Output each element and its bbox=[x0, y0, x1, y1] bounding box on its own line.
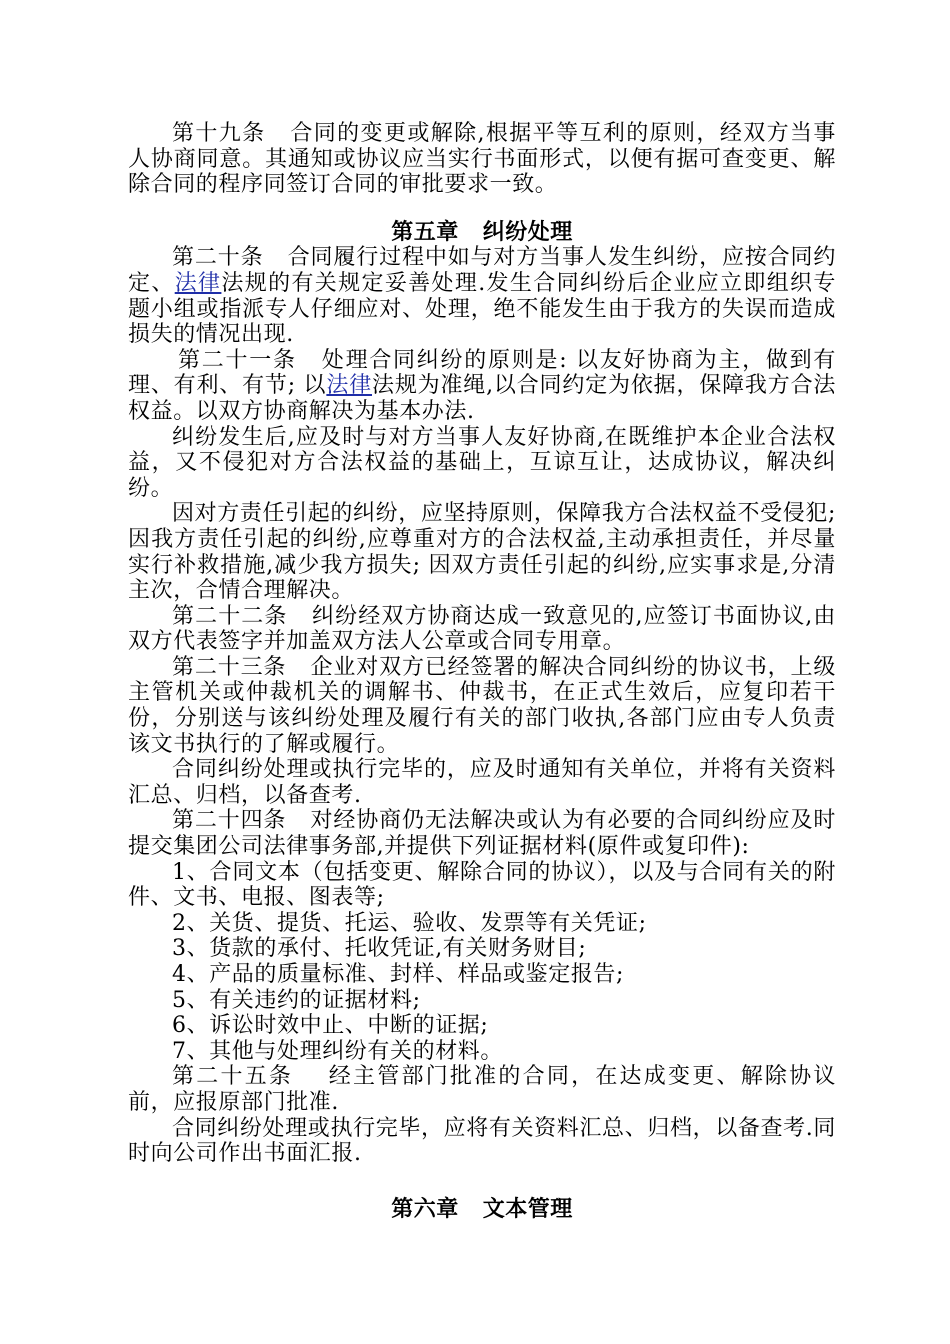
article-20-label: 第二十条 bbox=[172, 245, 264, 271]
archive-paragraph-2: 合同纠纷处理或执行完毕，应将有关资料汇总、归档，以备查考.同时向公司作出书面汇报. bbox=[128, 1115, 836, 1167]
article-22 bbox=[128, 604, 836, 655]
chapter-6-subtitle: 文本管理 bbox=[482, 1195, 573, 1222]
evidence-item-4: 4、产品的质量标准、封样、样品或鉴定报告; bbox=[172, 962, 625, 987]
evidence-item-5: 5、有关违约的证据材料; bbox=[172, 987, 421, 1013]
article-20 bbox=[128, 245, 836, 347]
dispute-negotiation-paragraph: 纠纷发生后,应及时与对方当事人友好协商,在既维护本企业合法权益，又不侵犯对方合法权益的基础上，互谅互让，达成协议，解决纠纷。 bbox=[128, 424, 836, 501]
article-19-text: 合同的变更或解除,根据平等互利的原则，经双方当事人协商同意。其通知或协议应当实行书面形式，以便有据可查变更、解除合同的程序同签订合同的审批要求一致。 bbox=[128, 121, 836, 198]
evidence-item-7: 7、其他与处理纠纷有关的材料。 bbox=[172, 1038, 503, 1064]
evidence-item-6: 6、诉讼时效中止、中断的证据; bbox=[172, 1013, 489, 1039]
article-25-label: 第二十五条 bbox=[172, 1064, 294, 1090]
article-20-text-after-link: 法规的有关规定妥善处理.发生合同纠纷后企业应立即组织专题小组或指派专人仔细应对、处理，绝不能发生由于我方的失误而造成损失的情况出现. bbox=[128, 270, 837, 348]
article-24-text: 对经协商仍无法解决或认为有必要的合同纠纷应及时提交集团公司法律事务部,并提供下列证据材料(原件或复印件): bbox=[128, 808, 836, 860]
article-21 bbox=[128, 348, 836, 425]
dispute-responsibility-paragraph: 因对方责任引起的纠纷，应坚持原则，保障我方合法权益不受侵犯; 因我方责任引起的纠纷,应尊重对方的合法权益,主动承担责任，并尽量实行补救措施,减少我方损失; 因双方责任引起的纠纷,应实事求是,分清主次，合情合理解决。 bbox=[128, 501, 836, 604]
article-22-text: 纠纷经双方协商达成一致意见的,应签订书面协议,由双方代表签字并加盖双方法人公章或合同专用章。 bbox=[128, 603, 836, 655]
article-21-label: 第二十一条 bbox=[178, 347, 297, 373]
law-link[interactable]: 法律 bbox=[174, 270, 222, 296]
chapter-6-title: 第六章 bbox=[391, 1195, 459, 1222]
document-body bbox=[128, 121, 836, 1222]
archive-paragraph-1: 合同纠纷处理或执行完毕的，应及时通知有关单位，并将有关资料汇总、归档，以备查考. bbox=[128, 757, 836, 808]
article-21-text-after-link: 法规为准绳,以合同约定为依据，保障我方合法权益。以双方协商解决为基本办法. bbox=[128, 373, 836, 424]
evidence-item-2: 2、关货、提货、托运、验收、发票等有关凭证; bbox=[172, 910, 647, 936]
article-23-text: 企业对双方已经签署的解决合同纠纷的协议书，上级主管机关或仲裁机关的调解书、仲裁书，在正式生效后，应复印若干份，分别送与该纠纷处理及履行有关的部门收执,各部门应由专人负责该文书执行的了解或履行。 bbox=[128, 654, 836, 757]
chapter-5-title: 第五章 bbox=[391, 218, 459, 245]
chapter-5-heading bbox=[128, 220, 836, 246]
chapter-5-subtitle: 纠纷处理 bbox=[482, 218, 573, 245]
article-25 bbox=[128, 1064, 836, 1115]
chapter-6-heading bbox=[128, 1197, 836, 1223]
article-25-text: 经主管部门批准的合同，在达成变更、解除协议前，应报原部门批准. bbox=[128, 1064, 836, 1115]
article-22-label: 第二十二条 bbox=[172, 603, 288, 629]
article-19-label: 第十九条 bbox=[172, 121, 266, 146]
evidence-item-3: 3、货款的承付、托收凭证,有关财务财目; bbox=[172, 936, 587, 962]
law-link[interactable]: 法律 bbox=[326, 373, 373, 399]
article-24-label: 第二十四条 bbox=[172, 808, 287, 834]
article-24 bbox=[128, 808, 836, 859]
article-23-label: 第二十三条 bbox=[172, 654, 287, 680]
article-21-text-before-link: 处理合同纠纷的原则是: 以友好协商为主，做到有理、有利、有节; 以 bbox=[128, 347, 836, 399]
article-23 bbox=[128, 655, 836, 757]
article-20-text-before-link: 合同履行过程中如与对方当事人发生纠纷，应按合同约定、 bbox=[128, 245, 836, 296]
evidence-item-1: 1、合同文本（包括变更、解除合同的协议），以及与合同有关的附件、文书、电报、图表等; bbox=[128, 859, 836, 911]
article-19 bbox=[128, 121, 836, 198]
